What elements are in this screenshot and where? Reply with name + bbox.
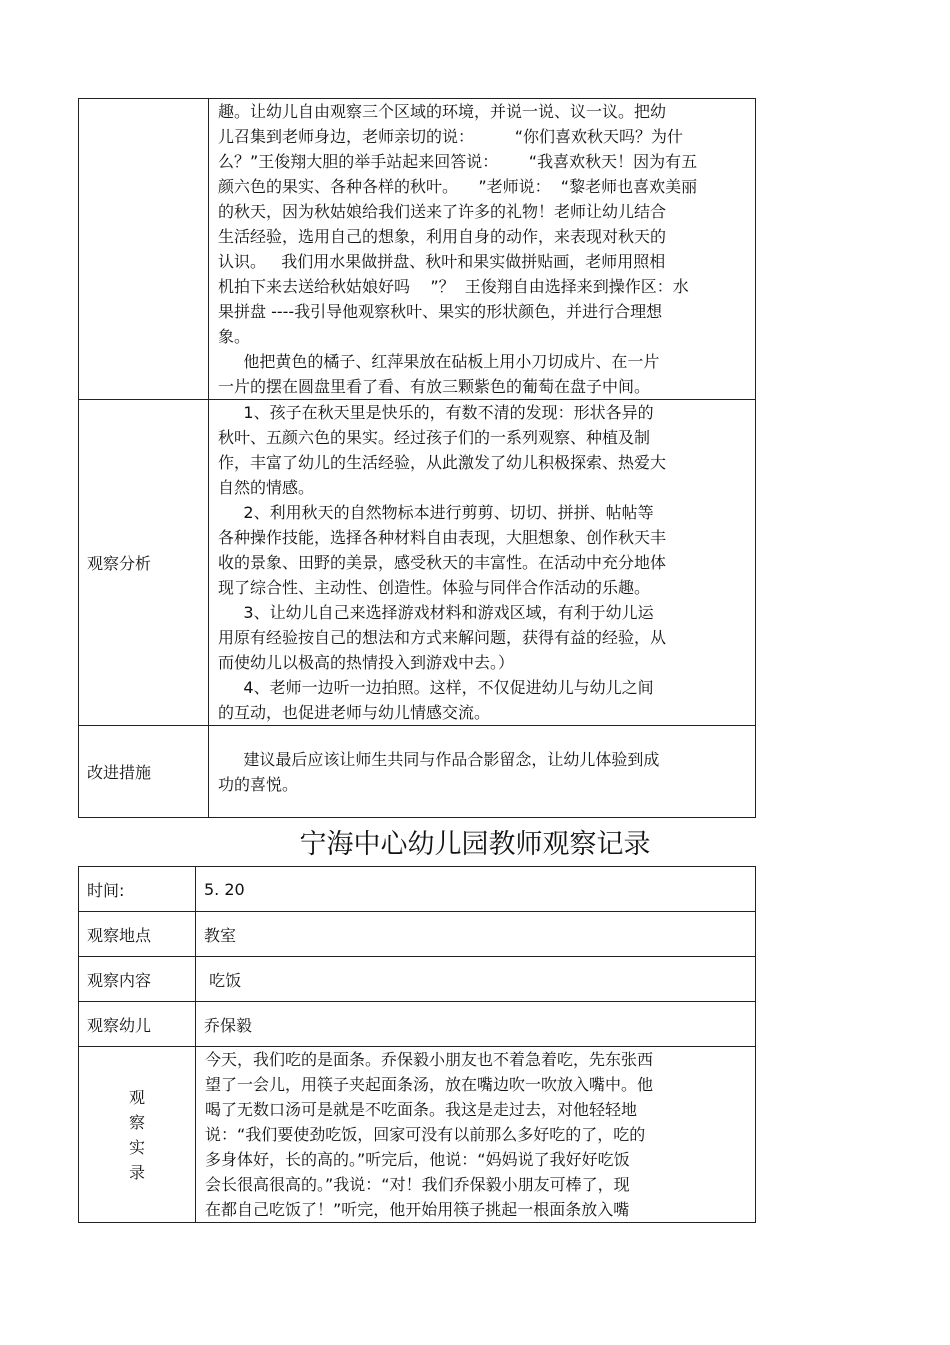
table-row bbox=[79, 1002, 756, 1047]
text-line: 颜六色的果实、各种各样的秋叶。 ”老师说： “黎老师也喜欢美丽 bbox=[218, 177, 698, 196]
text-line: 趣。让幼儿自由观察三个区域的环境，并说一说、议一议。把幼 bbox=[218, 102, 667, 121]
text-line: 么？”王俊翔大胆的举手站起来回答说： “我喜欢秋天！因为有五 bbox=[218, 152, 698, 171]
text-line: 的秋天，因为秋姑娘给我们送来了许多的礼物！老师让幼儿结合 bbox=[218, 202, 667, 221]
text-line: 象。 bbox=[218, 327, 251, 346]
table-row bbox=[79, 912, 756, 957]
text-line: 生活经验，选用自己的想象，利用自身的动作，来表现对秋天的 bbox=[218, 227, 667, 246]
table-row bbox=[79, 867, 756, 912]
label-char: 察 bbox=[128, 1112, 145, 1132]
text-line: 一片的摆在圆盘里看了看、有放三颗紫色的葡萄在盘子中间。 bbox=[218, 377, 651, 396]
label-char: 观 bbox=[128, 1087, 145, 1107]
text-line: 今天，我们吃的是面条。乔保毅小朋友也不着急着吃，先东张西 bbox=[205, 1050, 654, 1069]
improvement-label: 改进措施 bbox=[79, 726, 209, 818]
text-line: 说：“我们要使劲吃饭，回家可没有以前那么多好吃的了，吃的 bbox=[205, 1125, 646, 1144]
page-title: 宁海中心幼儿园教师观察记录 bbox=[299, 829, 651, 860]
text-line: 3、让幼儿自己来选择游戏材料和游戏区域，有利于幼儿运 bbox=[218, 603, 654, 622]
text-line: 用原有经验按自己的想法和方式来解问题，获得有益的经验，从 bbox=[218, 628, 667, 647]
text-line: 2、利用秋天的自然物标本进行剪剪、切切、拼拼、帖帖等 bbox=[218, 503, 654, 522]
content-label: 观察内容 bbox=[79, 957, 196, 1002]
observation-record-table bbox=[78, 866, 756, 1223]
text-line: 各种操作技能，选择各种材料自由表现，大胆想象、创作秋天丰 bbox=[218, 528, 667, 547]
text-line: 机拍下来去送给秋姑娘好吗 ”？ 王俊翔自由选择来到操作区：水 bbox=[218, 277, 689, 296]
record-cell bbox=[196, 1047, 756, 1223]
analysis-label: 观察分析 bbox=[79, 400, 209, 726]
text-line: 认识。 我们用水果做拼盘、秋叶和果实做拼贴画，老师用照相 bbox=[218, 252, 666, 271]
location-value: 教室 bbox=[196, 912, 756, 957]
text-line: 喝了无数口汤可是就是不吃面条。我这是走过去，对他轻轻地 bbox=[205, 1100, 638, 1119]
record-label bbox=[79, 1047, 196, 1223]
text-line: 秋叶、五颜六色的果实。经过孩子们的一系列观察、种植及制 bbox=[218, 428, 651, 447]
text-line: 多身体好，长的高的。”听完后，他说：“妈妈说了我好好吃饭 bbox=[205, 1150, 630, 1169]
text-line: 现了综合性、主动性、创造性。体验与同伴合作活动的乐趣。 bbox=[218, 578, 651, 597]
child-value: 乔保毅 bbox=[196, 1002, 756, 1047]
label-char: 实 bbox=[128, 1137, 145, 1157]
time-value: 5. 20 bbox=[196, 867, 756, 912]
table-row bbox=[79, 957, 756, 1002]
text-line: 望了一会儿，用筷子夹起面条汤，放在嘴边吹一吹放入嘴中。他 bbox=[205, 1075, 654, 1094]
content-value: 吃饭 bbox=[196, 957, 756, 1002]
text-line: 果拼盘 ----我引导他观察秋叶、果实的形状颜色，并进行合理想 bbox=[218, 302, 663, 321]
text-line: 1、孩子在秋天里是快乐的，有数不清的发现：形状各异的 bbox=[218, 403, 654, 422]
text-line: 4、老师一边听一边拍照。这样，不仅促进幼儿与幼儿之间 bbox=[218, 678, 654, 697]
text-line: 的互动，也促进老师与幼儿情感交流。 bbox=[218, 703, 491, 722]
analysis-cell bbox=[209, 400, 756, 726]
observation-table-continued bbox=[78, 98, 756, 818]
text-line: 自然的情感。 bbox=[218, 478, 315, 497]
text-line: 功的喜悦。 bbox=[218, 774, 299, 794]
text-line: 收的景象、田野的美景，感受秋天的丰富性。在活动中充分地体 bbox=[218, 553, 667, 572]
record-continuation-cell bbox=[209, 99, 756, 400]
text-line: 他把黄色的橘子、红萍果放在砧板上用小刀切成片、在一片 bbox=[218, 352, 660, 371]
text-line: 会长很高很高的。”我说：“对！我们乔保毅小朋友可棒了，现 bbox=[205, 1175, 630, 1194]
improvement-cell bbox=[209, 726, 756, 818]
time-label: 时间: bbox=[79, 867, 196, 912]
text-line: 作，丰富了幼儿的生活经验，从此激发了幼儿积极探索、热爱大 bbox=[218, 453, 667, 472]
child-label: 观察幼儿 bbox=[79, 1002, 196, 1047]
text-line: 而使幼儿以极高的热情投入到游戏中去。） bbox=[218, 653, 515, 672]
text-line: 建议最后应该让师生共同与作品合影留念，让幼儿体验到成 bbox=[218, 749, 660, 769]
location-label: 观察地点 bbox=[79, 912, 196, 957]
label-char: 录 bbox=[128, 1162, 145, 1182]
text-line: 儿召集到老师身边，老师亲切的说： “你们喜欢秋天吗？为什 bbox=[218, 127, 683, 146]
empty-label-cell bbox=[79, 99, 209, 400]
text-line: 在都自己吃饭了！”听完，他开始用筷子挑起一根面条放入嘴 bbox=[205, 1200, 630, 1219]
